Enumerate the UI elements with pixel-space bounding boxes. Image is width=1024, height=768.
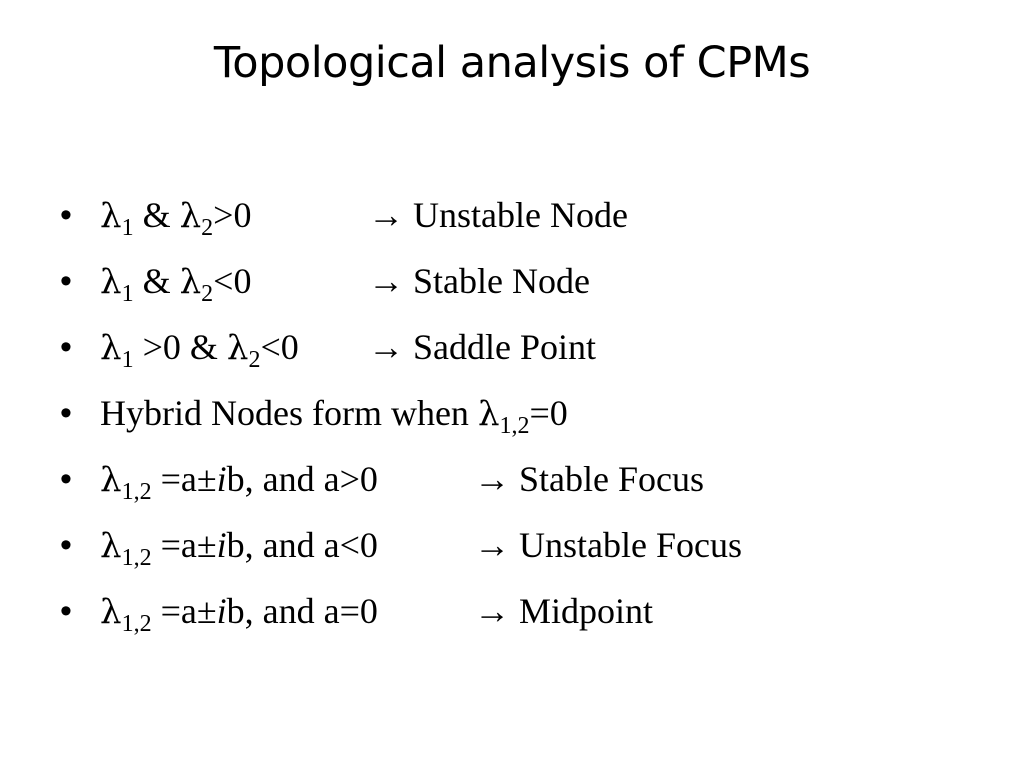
bullet-dot-icon: • <box>60 394 72 432</box>
result-text: → Unstable Focus <box>474 525 742 565</box>
subscript: 1 <box>121 347 134 373</box>
condition-text: >0 & <box>133 327 227 367</box>
lambda-symbol: λ <box>100 262 122 302</box>
lambda-symbol: λ <box>100 328 122 368</box>
condition <box>100 318 368 377</box>
condition-text: =a± <box>151 591 217 631</box>
subscript: 2 <box>201 215 214 241</box>
condition-text: <0 <box>260 327 299 367</box>
result-text: → Midpoint <box>474 591 654 631</box>
condition-text: =a± <box>151 525 217 565</box>
lambda-symbol: λ <box>179 196 202 236</box>
condition <box>100 252 368 311</box>
bullet-content <box>100 582 653 641</box>
subscript: 2 <box>201 281 214 307</box>
bullet-dot-icon: • <box>60 460 72 498</box>
statement-text: Hybrid Nodes form when <box>100 393 478 433</box>
imaginary-unit: i <box>216 525 227 565</box>
condition-text: b, and a<0 <box>226 525 378 565</box>
subscript: 1 <box>121 215 134 241</box>
condition-text: >0 <box>213 195 252 235</box>
subscript: 1,2 <box>499 413 530 439</box>
bullet-dot-icon: • <box>60 592 72 630</box>
imaginary-unit: i <box>216 591 227 631</box>
result-text: → Stable Node <box>368 261 590 301</box>
bullet-item-midpoint <box>60 582 980 648</box>
bullet-content <box>100 252 590 311</box>
bullet-item-unstable-focus <box>60 516 980 582</box>
lambda-symbol: λ <box>100 460 122 500</box>
bullet-item-stable-focus <box>60 450 980 516</box>
imaginary-unit: i <box>216 459 227 499</box>
condition-text: & <box>133 195 180 235</box>
condition-text: <0 <box>213 261 252 301</box>
slide-title: Topological analysis of CPMs <box>213 38 811 88</box>
condition <box>100 516 474 575</box>
bullet-dot-icon: • <box>60 196 72 234</box>
bullet-content <box>100 516 742 575</box>
lambda-symbol: λ <box>226 328 249 368</box>
lambda-symbol: λ <box>477 394 500 434</box>
condition-text: =a± <box>151 459 217 499</box>
bullet-item-unstable-node <box>60 186 980 252</box>
condition <box>100 186 368 245</box>
statement-text: =0 <box>529 393 568 433</box>
subscript: 1,2 <box>121 611 152 637</box>
subscript: 1,2 <box>121 479 152 505</box>
lambda-symbol: λ <box>100 526 122 566</box>
bullet-dot-icon: • <box>60 526 72 564</box>
result-text: → Saddle Point <box>368 327 597 367</box>
bullet-content <box>100 318 596 377</box>
bullet-item-stable-node <box>60 252 980 318</box>
subscript: 2 <box>248 347 261 373</box>
bullet-item-hybrid-nodes <box>60 384 980 450</box>
subscript: 1 <box>121 281 134 307</box>
bullet-item-saddle-point <box>60 318 980 384</box>
condition <box>100 450 474 509</box>
condition-text: & <box>133 261 180 301</box>
bullet-dot-icon: • <box>60 328 72 366</box>
lambda-symbol: λ <box>100 196 122 236</box>
bullet-content <box>100 186 628 245</box>
condition-text: b, and a>0 <box>226 459 378 499</box>
condition-text: b, and a=0 <box>226 591 378 631</box>
lambda-symbol: λ <box>100 592 122 632</box>
lambda-symbol: λ <box>179 262 202 302</box>
condition <box>100 582 474 641</box>
bullet-list <box>60 186 980 648</box>
bullet-content <box>100 450 704 509</box>
result-text: → Stable Focus <box>474 459 704 499</box>
result-text: → Unstable Node <box>368 195 628 235</box>
subscript: 1,2 <box>121 545 152 571</box>
bullet-dot-icon: • <box>60 262 72 300</box>
bullet-content <box>100 384 568 443</box>
